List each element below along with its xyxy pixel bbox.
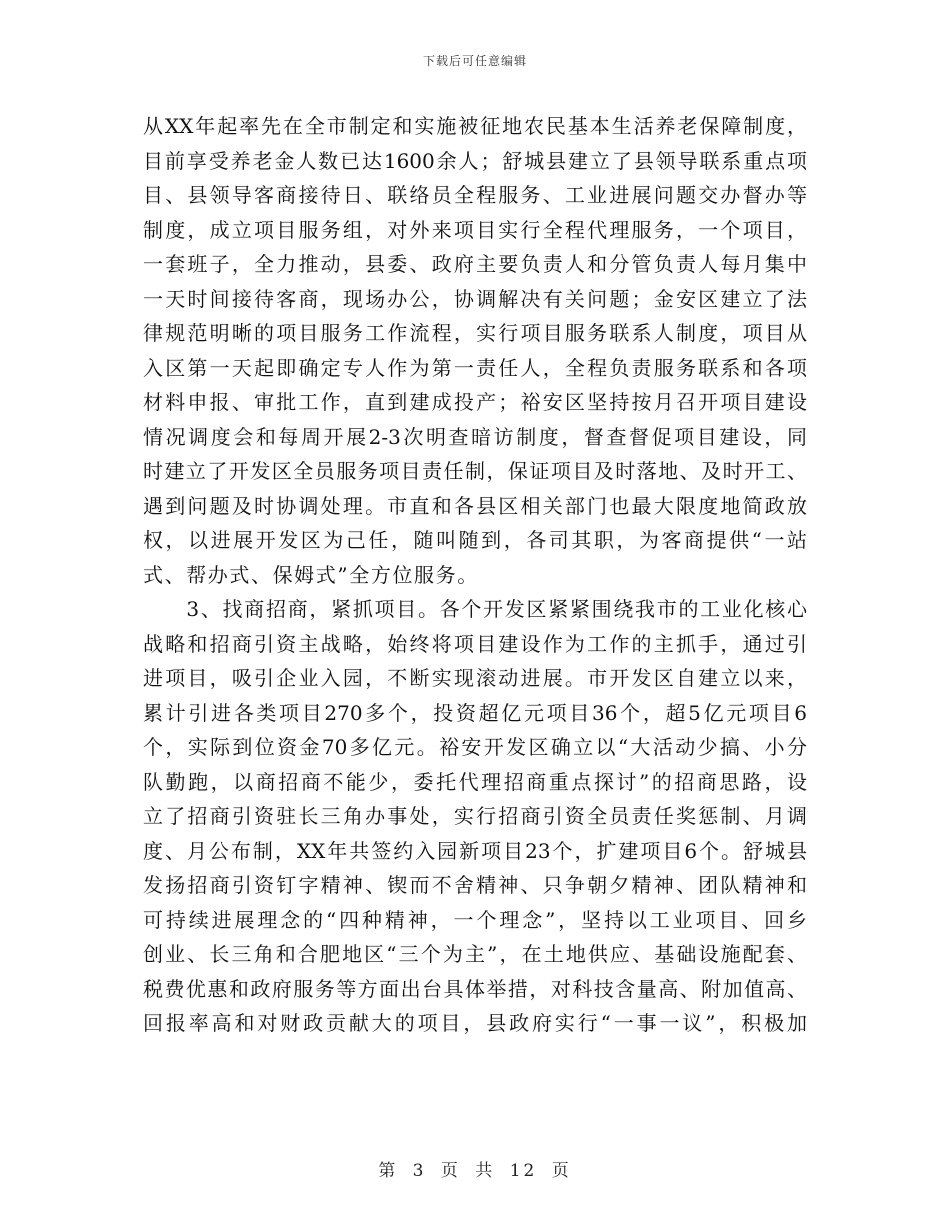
text-line: 个，实际到位资金70多亿元。裕安开发区确立以“大活动少搞、小分 (143, 735, 807, 759)
text-line: 3、找商招商，紧抓项目。各个开发区紧紧围绕我市的工业化核心 (143, 597, 807, 621)
text-line: 入区第一天起即确定专人作为第一责任人，全程负责服务联系和各项 (143, 355, 807, 380)
text-line: 材料申报、审批工作，直到建成投产；裕安区坚持按月召开项目建设 (143, 390, 807, 414)
text-line: 立了招商引资驻长三角办事处，实行招商引资全员责任奖惩制、月调 (143, 804, 807, 828)
text-line: 累计引进各类项目270多个，投资超亿元项目36个，超5亿元项目6 (143, 700, 807, 725)
text-line: 权，以进展开发区为己任，随叫随到，各司其职，为客商提供“一站 (143, 528, 807, 552)
text-line: 式、帮办式、保姆式”全方位服务。 (143, 562, 479, 587)
text-line: 一套班子，全力推动，县委、政府主要负责人和分管负责人每月集中 (143, 252, 807, 276)
text-line: 时建立了开发区全员服务项目责任制，保证项目及时落地、及时开工、 (143, 459, 807, 483)
text-line: 创业、长三角和合肥地区“三个为主”，在土地供应、基础设施配套、 (143, 942, 807, 966)
text-line: 目前享受养老金人数已达1600余人；舒城县建立了县领导联系重点项 (143, 148, 807, 173)
text-line: 目、县领导客商接待日、联络员全程服务、工业进展问题交办督办等 (143, 183, 807, 207)
text-line: 进项目，吸引企业入园，不断实现滚动进展。市开发区自建立以来， (143, 666, 807, 690)
text-line: 税费优惠和政府服务等方面出台具体举措，对科技含量高、附加值高、 (143, 976, 807, 1001)
text-line: 从XX年起率先在全市制定和实施被征地农民基本生活养老保障制度， (143, 114, 807, 138)
paragraph-2 (143, 592, 807, 1041)
text-line: 度、月公布制，XX年共签约入园新项目23个，扩建项目6个。舒城县 (143, 838, 807, 863)
text-line: 可持续进展理念的“四种精神，一个理念”，坚持以工业项目、回乡 (143, 907, 807, 932)
page-header-note: 下载后可任意编辑 (422, 54, 527, 68)
text-line: 制度，成立项目服务组，对外来项目实行全程代理服务，一个项目， (143, 217, 807, 242)
document-body (143, 109, 807, 1041)
text-line: 律规范明晰的项目服务工作流程，实行项目服务联系人制度，项目从 (143, 321, 807, 345)
text-line: 遇到问题及时协调处理。市直和各县区相关部门也最大限度地简政放 (143, 493, 807, 518)
text-line: 队勤跑，以商招商不能少，委托代理招商重点探讨”的招商思路，设 (143, 769, 807, 794)
text-line: 回报率高和对财政贡献大的项目，县政府实行“一事一议”，积极加 (143, 1011, 807, 1035)
text-line: 战略和招商引资主战略，始终将项目建设作为工作的主抓手，通过引 (143, 631, 807, 656)
text-line: 情况调度会和每周开展2-3次明查暗访制度，督查督促项目建设，同 (143, 424, 807, 449)
paragraph-1 (143, 109, 807, 592)
text-line: 一天时间接待客商，现场办公，协调解决有关问题；金安区建立了法 (143, 286, 807, 311)
text-line: 发扬招商引资钉字精神、锲而不舍精神、只争朝夕精神、团队精神和 (143, 873, 807, 897)
page-number-footer: 第 3 页 共 12 页 (378, 1161, 572, 1181)
